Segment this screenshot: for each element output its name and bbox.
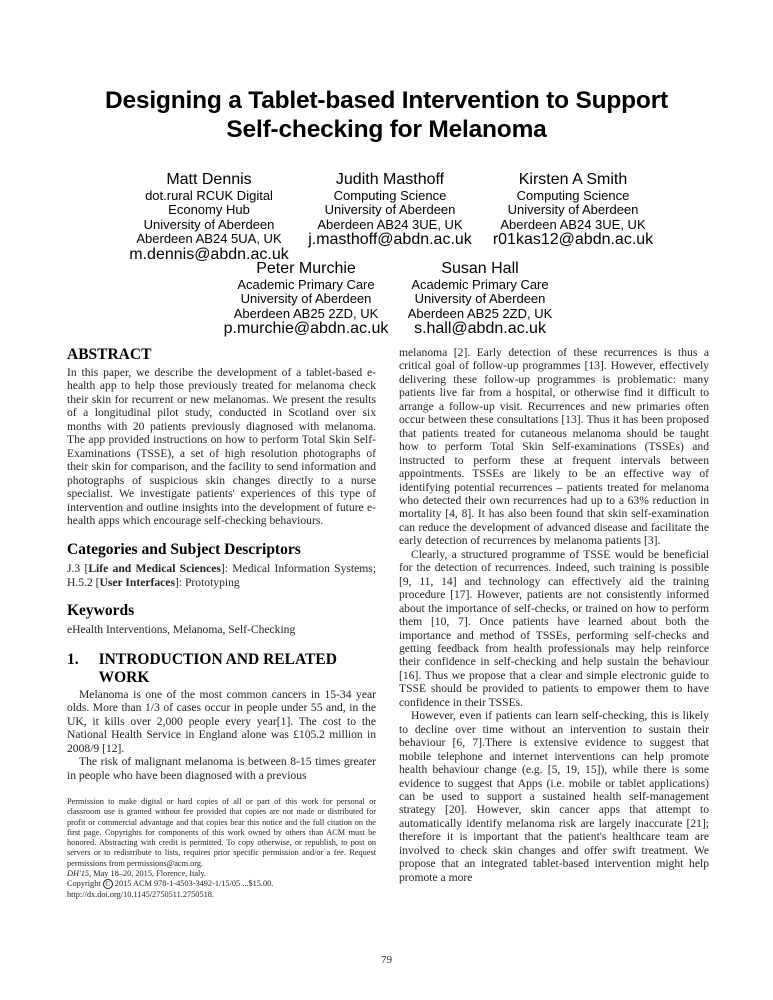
author-email[interactable]: p.murchie@abdn.ac.uk (223, 320, 389, 338)
author-name: Matt Dennis (166, 171, 252, 188)
section-title: INTRODUCTION AND RELATED WORK (98, 650, 337, 686)
category-code: J.3 [ (67, 562, 89, 576)
author-affiliation: Aberdeen AB24 5UA, UK (136, 231, 282, 247)
category-desc: ]: Prototyping (174, 575, 240, 589)
author-email[interactable]: s.hall@abdn.ac.uk (414, 320, 546, 338)
author-affiliation: dot.rural RCUK Digital (145, 188, 273, 203)
author-affiliation: Economy Hub (168, 202, 250, 218)
intro-paragraph: However, even if patients can learn self-checking, this is likely to decline over time without an intervention to sustain their behaviour [6, 7].There is extensive evidence to suggest that mobile telephone and internet interventions can help promote health behaviour change (e.g. [5, 19, 15]), while there is some evidence to suggest that Apps (i.e. mobile or tablet applications) can be used to support a sustained health self-management strategy [20]. However, skin cancer apps that attempt to automatically identify melanoma risk are largely inaccurate [21]; therefore it is important that the patient's healthcare team are involved to check skin changes and offer swift treatment. We propose that an integrated tablet-based intervention might help promote a more (399, 709, 709, 884)
conference-info (67, 869, 376, 879)
author-affiliation: Aberdeen AB25 2ZD, UK (407, 305, 553, 321)
author-email[interactable]: m.dennis@abdn.ac.uk (129, 245, 289, 263)
category-desc: ]: Medical Information Systems; H.5.2 [ (67, 562, 377, 589)
author-affiliation: University of Aberdeen (507, 202, 639, 218)
intro-paragraph: Clearly, a structured programme of TSSE would be beneficial for the detection of recurrences. Indeed, such training is possible [9, 11, 14] and technology can effectively aid the training procedure [17]. However, patients are not consistently informed about the importance of self-checks, or trained on how to perform them [10, 7]. Once patients have learned about both the importance and method of TSSEs, performing self-checks and getting feedback from health professionals may help reinforce their confidence in self-checking and help sustain the behaviour [16]. Thus we propose that a clear and simple electronic guide to TSSE should be provided to patients to empower them to have confidence in their TSSEs. (399, 547, 709, 709)
author-affiliation: University of Aberdeen (324, 202, 456, 218)
category-term: Life and Medical Sciences (88, 562, 221, 576)
categories-text (67, 562, 376, 589)
copyright-icon: C (103, 879, 113, 889)
author-name: Peter Murchie (256, 260, 356, 277)
abstract-heading: ABSTRACT (67, 346, 152, 363)
author-affiliation: University of Aberdeen (143, 216, 275, 232)
conference-details: May 18–20, 2015, Florence, Italy. (91, 869, 207, 879)
left-column (67, 346, 376, 782)
copyright-text: 2015 ACM 978-1-4503-3492-1/15/05 ...$15.00. (112, 879, 274, 889)
section-heading (67, 651, 376, 687)
categories-heading: Categories and Subject Descriptors (67, 541, 301, 559)
abstract-text: In this paper, we describe the development of a tablet-based e-health app to help those previously treated for melanoma check their skin for recurrent or new melanomas. We present the results of a longitudinal pilot study, conducted in Scotland over six months with 20 patients previously diagnosed with melanoma. The app provided instructions on how to perform Total Skin Self-Examinations (TSSE), a set of high resolution photographs of their skin for comparison, and the facility to send information and photographs of suspicious skin changes directly to a nurse specialist. We investigate patients' experiences of this type of intervention and outline insights into the development of future e-health apps which encourage self-checking behaviours. (67, 366, 376, 527)
author-affiliation: Academic Primary Care (237, 277, 375, 292)
doi-link[interactable]: http://dx.doi.org/10.1145/2750511.2750518. (67, 889, 214, 899)
author-block (206, 260, 406, 338)
author-block (290, 171, 490, 249)
copyright-prefix: Copyright (67, 879, 103, 889)
intro-paragraph: Melanoma is one of the most common cancers in 15-34 year olds. More than 1/3 of cases occur in people under 55 and, in the UK, it kills over 2,000 people every year[1]. The cost to the National Health Service in England alone was £105.2 million in 2008/9 [12]. (67, 687, 376, 755)
title-line-1: Designing a Tablet-based Intervention to Support (104, 87, 668, 114)
copyright-footnote (67, 797, 376, 900)
author-block (473, 171, 673, 249)
intro-paragraph: The risk of malignant melanoma is between 8-15 times greater in people who have been diagnosed with a previous (67, 755, 376, 782)
author-name: Judith Masthoff (335, 171, 445, 188)
author-affiliation: Computing Science (516, 188, 630, 203)
author-email[interactable]: j.masthoff@abdn.ac.uk (308, 231, 472, 249)
author-affiliation: Aberdeen AB24 3UE, UK (500, 216, 646, 232)
author-block (114, 171, 304, 263)
section-number: 1. (67, 650, 79, 668)
author-affiliation: Aberdeen AB25 2ZD, UK (233, 305, 379, 321)
paper-title (60, 86, 713, 144)
keywords-heading: Keywords (67, 602, 135, 620)
author-block (380, 260, 580, 338)
conference-name: DH'15, (67, 869, 92, 879)
author-name: Susan Hall (441, 260, 519, 277)
intro-paragraph: melanoma [2]. Early detection of these recurrences is thus a critical goal of follow-up programmes [13]. However, effectively delivering these follow-up programmes is problematic: many patients live far from a hospital, or otherwise find it difficult to arrange a follow-up visit. Recurrences and new primaries often occur between these consultations [13]. Thus it has been proposed that patients treated for cutaneous melanoma should be taught how to perform Total Skin Self-examinations (TSSEs) and instructed to perform these at frequent intervals between appointments. TSSEs are likely to be an effective way of identifying potential recurrences – patients treated for melanoma who detected their own recurrences had up to a 63% reduction in mortality [4, 8]. It has also been found that skin self-examination can reduce the development of advanced disease and facilitate the early detection of recurrences by melanoma patients [3]. (399, 346, 709, 548)
keywords-text: eHealth Interventions, Melanoma, Self-Checking (67, 623, 296, 637)
category-term: User Interfaces (99, 575, 175, 589)
author-affiliation: University of Aberdeen (240, 291, 372, 307)
author-affiliation: University of Aberdeen (414, 291, 546, 307)
permission-notice: Permission to make digital or hard copies of all or part of this work for personal or classroom use is granted without fee provided that copies are not made or distributed for profit or commercial advantage and that copies bear this notice and the full citation on the first page. Copyrights for components of this work owned by others than ACM must be honored. Abstracting with credit is permitted. To copy otherwise, or republish, to post on servers or to redistribute to lists, requires prior specific permission and/or a fee. Request permissions from permissions@acm.org. (67, 797, 376, 868)
author-email[interactable]: r01kas12@abdn.ac.uk (492, 231, 654, 249)
title-line-2: Self-checking for Melanoma (226, 116, 547, 143)
right-column (399, 346, 709, 884)
copyright-line (67, 879, 376, 889)
author-affiliation: Aberdeen AB24 3UE, UK (317, 216, 463, 232)
author-name: Kirsten A Smith (518, 171, 628, 188)
page-number: 79 (381, 954, 392, 966)
author-affiliation: Academic Primary Care (411, 277, 549, 292)
author-affiliation: Computing Science (333, 188, 447, 203)
